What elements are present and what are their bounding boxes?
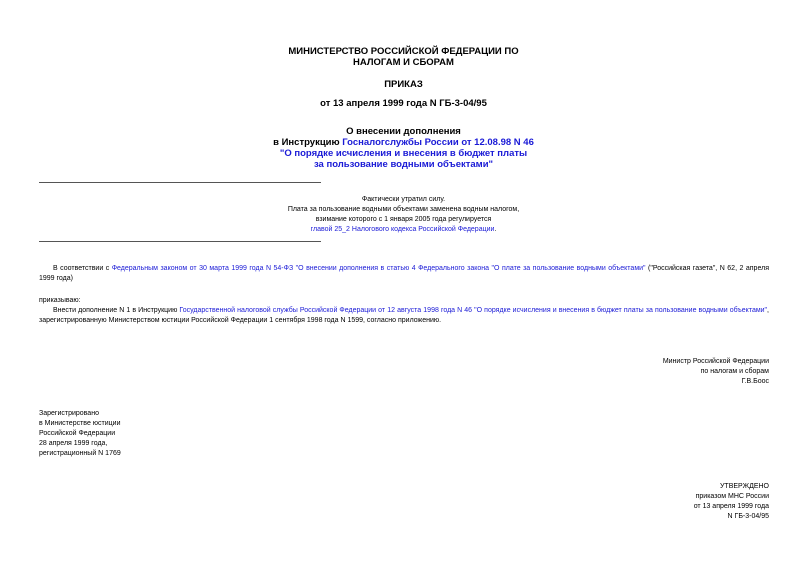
- status-note: [0, 195, 807, 235]
- federal-law-link[interactable]: Федеральным законом от 30 марта 1999 года N 54-ФЗ "О внесении дополнения в статью 4 Федерального закона "О плате за пользование водными объектами": [111, 265, 646, 272]
- approval-block: [694, 482, 769, 522]
- registration-line-5: регистрационный N 1769: [39, 450, 121, 457]
- p1-end: ("Российская газета", N 62, 2 апреля 1999 года): [39, 265, 769, 282]
- order-word: приказываю:: [39, 297, 81, 304]
- registration-line-4: 28 апреля 1999 года,: [39, 440, 108, 447]
- registration-line-1: Зарегистрировано: [39, 410, 99, 417]
- signature-block: [663, 357, 769, 387]
- p1-start: В соответствии с: [53, 265, 112, 272]
- approval-line-3: от 13 апреля 1999 года: [693, 503, 769, 510]
- instruction-link-2[interactable]: "О порядке исчисления и внесения в бюджет платы: [279, 148, 528, 159]
- doc-type: ПРИКАЗ: [384, 79, 423, 90]
- approval-line-1: УТВЕРЖДЕНО: [719, 483, 769, 490]
- ministry-heading: [0, 46, 807, 68]
- paragraph-order: [39, 306, 769, 326]
- ministry-line-2: НАЛОГАМ И СБОРАМ: [353, 57, 454, 68]
- instruction-link-1[interactable]: Госналогслужбы России от 12.08.98 N 46: [342, 137, 534, 148]
- note-line-4-end: .: [494, 226, 497, 233]
- signature-line-2: по налогам и сборам: [700, 368, 769, 375]
- signature-line-1: Министр Российской Федерации: [662, 358, 769, 365]
- p2-start: Внести дополнение N 1 в Инструкцию: [53, 307, 180, 314]
- registration-block: [39, 409, 121, 459]
- approval-line-4: N ГБ-3-04/95: [727, 513, 769, 520]
- tax-code-link[interactable]: главой 25_2 Налогового кодекса Российской Федерации: [310, 226, 495, 233]
- note-line-2: Плата за пользование водными объектами заменена водным налогом,: [287, 206, 520, 213]
- note-line-3: взимание которого с 1 января 2005 года регулируется: [315, 216, 492, 223]
- signature-line-3: Г.В.Боос: [741, 378, 769, 385]
- p2-end: , зарегистрированную Министерством юстиции Российской Федерации 1 сентября 1998 года N 1599, согласно приложению.: [39, 307, 769, 324]
- doc-date-number: от 13 апреля 1999 года N ГБ-3-04/95: [320, 98, 487, 109]
- approval-line-2: приказом МНС России: [695, 493, 769, 500]
- divider-top: [39, 182, 321, 183]
- note-line-1: Фактически утратил силу.: [361, 196, 446, 203]
- instruction-full-link[interactable]: Государственной налоговой службы Российской Федерации от 12 августа 1998 года N 46 "О порядке исчисления и внесения в бюджет платы за пользование водными объектами": [179, 307, 768, 314]
- note-line-4: [0, 225, 807, 235]
- paragraph-basis: [39, 264, 769, 284]
- title-line-1: О внесении дополнения: [346, 126, 461, 137]
- title-line-2-prefix: в Инструкцию: [273, 137, 343, 148]
- instruction-link-3[interactable]: за пользование водными объектами": [313, 159, 494, 170]
- registration-line-2: в Министерстве юстиции: [39, 420, 121, 427]
- ministry-line-1: МИНИСТЕРСТВО РОССИЙСКОЙ ФЕДЕРАЦИИ ПО: [288, 46, 519, 57]
- title-line-2: [0, 137, 807, 148]
- registration-line-3: Российской Федерации: [39, 430, 116, 437]
- divider-bottom: [39, 241, 321, 242]
- doc-title: [0, 126, 807, 170]
